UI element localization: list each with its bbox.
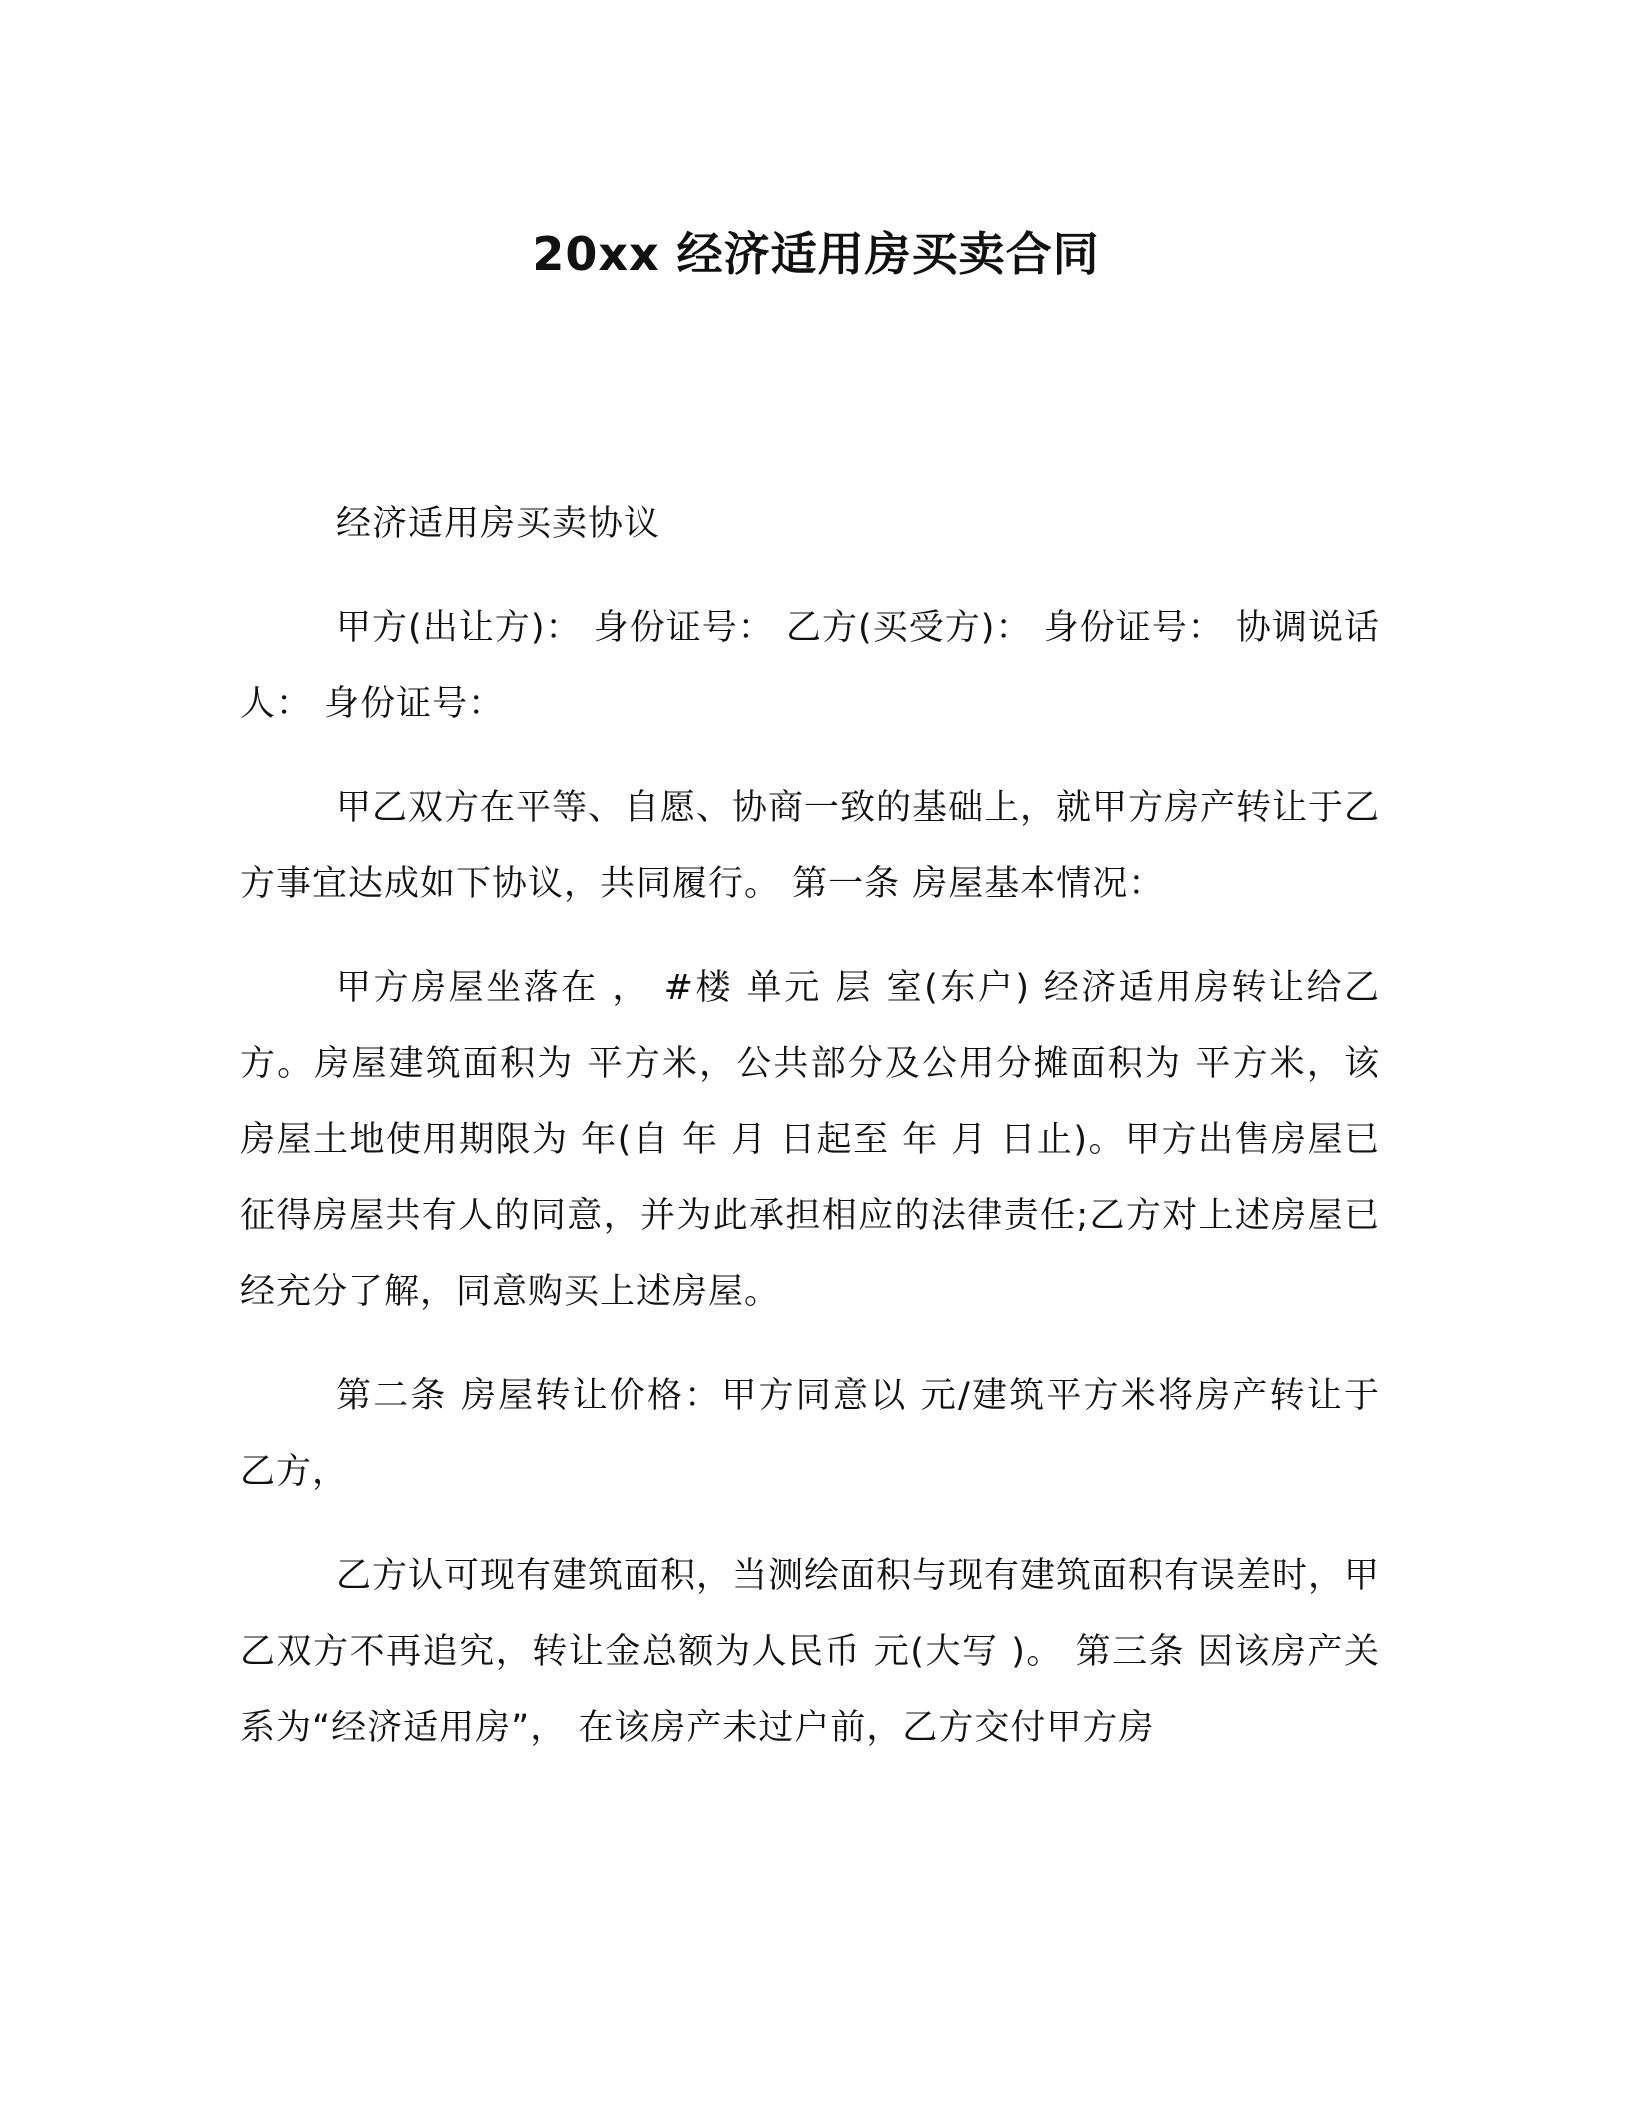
agreement-subtitle: 经济适用房买卖协议 <box>336 504 661 544</box>
document-body <box>240 486 1380 1794</box>
parties-paragraph: 甲方(出让方)： 身份证号： 乙方(买受方)： 身份证号： 协调说话人： 身份证号： <box>240 608 1380 724</box>
preamble-paragraph: 甲乙双方在平等、自愿、协商一致的基础上，就甲方房产转让于乙方事宜达成如下协议，共同履行。 第一条 房屋基本情况： <box>240 788 1381 904</box>
property-details-paragraph: 甲方房屋坐落在 ， #楼 单元 层 室(东户) 经济适用房转让给乙方。房屋建筑面积为 平方米，公共部分及公用分摊面积为 平方米，该房屋土地使用期限为 年(自 年 月 日起至 年 月 日止)。甲方出售房屋已征得房屋共有人的同意，并为此承担相应的法律责任;乙方对上述房屋已经充分了解，同意购买上述房屋。 <box>240 968 1380 1312</box>
price-paragraph: 第二条 房屋转让价格：甲方同意以 元/建筑平方米将房产转让于乙方， <box>240 1376 1380 1492</box>
area-and-payment-paragraph: 乙方认可现有建筑面积，当测绘面积与现有建筑面积有误差时，甲乙双方不再追究，转让金总额为人民币 元(大写 )。 第三条 因该房产关系为“经济适用房”， 在该房产未过户前，乙方交付甲方房 <box>240 1556 1381 1748</box>
document-title: 20xx 经济适用房买卖合同 <box>532 227 1100 281</box>
